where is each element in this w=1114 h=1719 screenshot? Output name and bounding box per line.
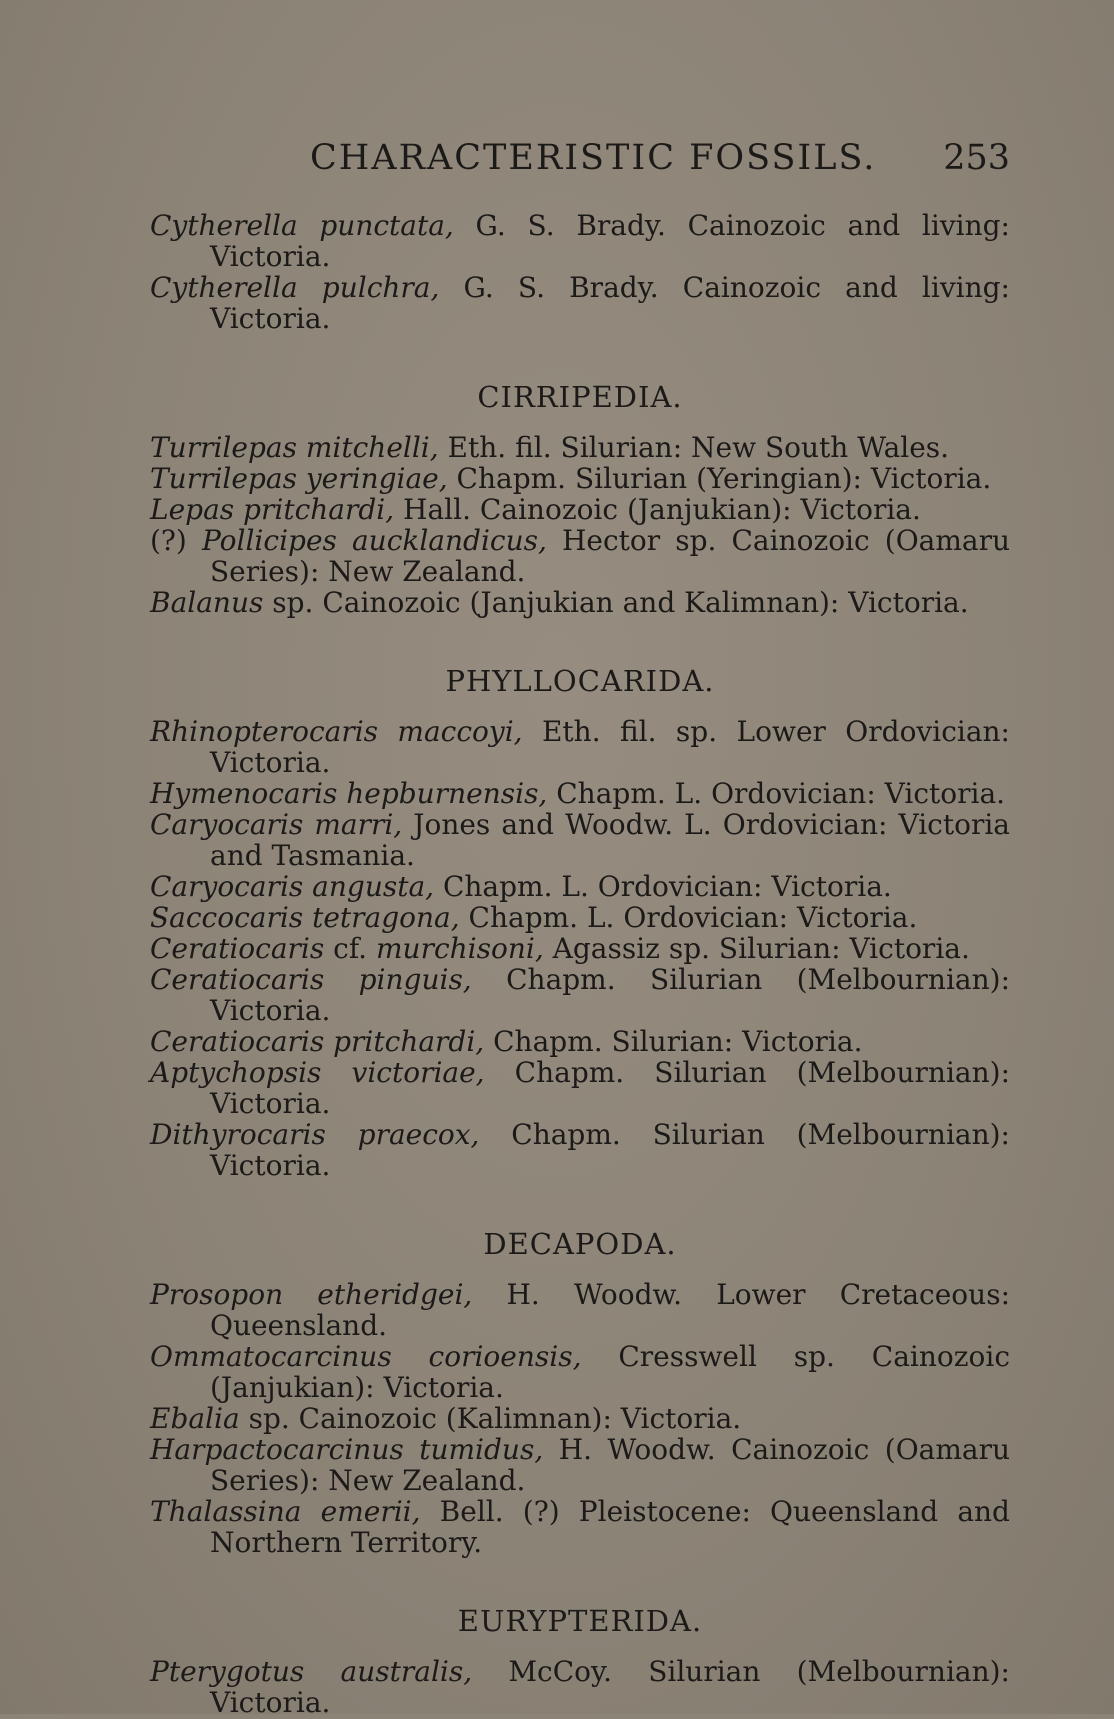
entry-details: Hall. Cainozoic (Janjukian): Victoria. xyxy=(394,493,921,526)
fossil-entry xyxy=(150,463,1010,494)
fossil-entry xyxy=(150,1341,1010,1403)
fossil-entry xyxy=(150,1057,1010,1119)
entry-details: Chapm. Silurian: Victoria. xyxy=(484,1025,863,1058)
species-name: Prosopon etheridgei, xyxy=(150,1278,473,1311)
fossil-entry xyxy=(150,272,1010,334)
section-heading: DECAPODA. xyxy=(483,1227,677,1261)
page-header xyxy=(150,138,1010,188)
species-name: Thalassina emerii, xyxy=(150,1495,421,1528)
species-name: Cytherella punctata, xyxy=(150,209,454,242)
entry-details: Jones and Woodw. L. Ordovician: Victoria and Tasmania. xyxy=(210,808,1010,872)
entry-details: Chapm. L. Ordovician: Victoria. xyxy=(547,777,1006,810)
section-heading: CIRRIPEDIA. xyxy=(477,380,683,414)
fossil-entry xyxy=(150,432,1010,463)
fossil-entry xyxy=(150,902,1010,933)
species-name: Caryocaris angusta, xyxy=(150,870,435,903)
fossil-entry xyxy=(150,525,1010,587)
species-name: Turrilepas yeringiae, xyxy=(150,462,448,495)
entry-prefix: (?) xyxy=(150,524,202,557)
entry-details: Chapm. Silurian (Melbournian): Victoria. xyxy=(210,1118,1010,1182)
species-name: Ceratiocaris xyxy=(150,932,325,965)
entry-details: cf. xyxy=(324,932,376,965)
species-name: Hymenocaris hepburnensis, xyxy=(150,777,548,810)
entry-details: Eth. fil. Silurian: New South Wales. xyxy=(438,431,950,464)
species-name: Dithyrocaris praecox, xyxy=(150,1118,480,1151)
fossil-entry xyxy=(150,1279,1010,1341)
entry-details: sp. Cainozoic (Kalimnan): Victoria. xyxy=(239,1402,742,1435)
species-name: Balanus xyxy=(150,586,264,619)
fossil-entry xyxy=(150,1496,1010,1558)
fossil-entry xyxy=(150,587,1010,618)
fossil-entry xyxy=(150,716,1010,778)
fossil-entry xyxy=(150,1434,1010,1496)
entry-details: Bell. (?) Pleistocene: Queensland and Northern Territory. xyxy=(210,1495,1010,1559)
entry-details: Cresswell sp. Cainozoic (Janjukian): Victoria. xyxy=(210,1340,1010,1404)
species-name: Saccocaris tetragona, xyxy=(150,901,460,934)
fossil-entry xyxy=(150,1119,1010,1181)
species-name: Ommatocarcinus corioensis, xyxy=(150,1340,582,1373)
entry-details: Hector sp. Cainozoic (Oamaru Series): New Zealand. xyxy=(210,524,1011,588)
fossil-entry xyxy=(150,778,1010,809)
section-heading: EURYPTERIDA. xyxy=(457,1604,703,1638)
species-name: Pterygotus australis, xyxy=(150,1655,473,1688)
entry-details: Chapm. L. Ordovician: Victoria. xyxy=(459,901,918,934)
running-title: CHARACTERISTIC FOSSILS. xyxy=(310,138,877,178)
species-name: Turrilepas mitchelli, xyxy=(150,431,439,464)
species-name: Lepas pritchardi, xyxy=(150,493,395,526)
species-name: Ceratiocaris pritchardi, xyxy=(150,1025,485,1058)
fossil-entry xyxy=(150,871,1010,902)
species-name: Pollicipes aucklandicus, xyxy=(201,524,547,557)
entry-details: sp. Cainozoic (Janjukian and Kalimnan): Victoria. xyxy=(263,586,969,619)
fossil-entry xyxy=(150,1656,1010,1718)
species-name: Cytherella pulchra, xyxy=(150,271,440,304)
entry-details: G. S. Brady. Cainozoic and living: Victoria. xyxy=(210,271,1010,335)
entry-details: G. S. Brady. Cainozoic and living: Victoria. xyxy=(210,209,1010,273)
entry-details: H. Woodw. Cainozoic (Oamaru Series): New Zealand. xyxy=(210,1433,1011,1497)
species-name: murchisoni, xyxy=(375,932,544,965)
species-name: Ceratiocaris pinguis, xyxy=(150,963,472,996)
entry-details: Chapm. Silurian (Yeringian): Victoria. xyxy=(447,462,992,495)
entry-details: Agassiz sp. Silurian: Victoria. xyxy=(543,932,970,965)
fossil-entry xyxy=(150,1026,1010,1057)
fossil-entry xyxy=(150,964,1010,1026)
fossil-entry xyxy=(150,1403,1010,1434)
fossil-entry xyxy=(150,494,1010,525)
entry-details: Eth. fil. sp. Lower Ordovician: Victoria. xyxy=(210,715,1010,779)
fossil-entry xyxy=(150,210,1010,272)
entry-details: H. Woodw. Lower Cretaceous: Queensland. xyxy=(210,1278,1011,1342)
entry-details: McCoy. Silurian (Melbournian): Victoria. xyxy=(210,1655,1010,1719)
species-name: Rhinopterocaris maccoyi, xyxy=(150,715,523,748)
species-name: Caryocaris marri, xyxy=(150,808,403,841)
fossil-list xyxy=(150,210,1010,1718)
fossil-entry xyxy=(150,933,1010,964)
fossil-entry xyxy=(150,809,1010,871)
species-name: Ebalia xyxy=(150,1402,240,1435)
entry-details: Chapm. Silurian (Melbournian): Victoria. xyxy=(210,963,1011,1027)
species-name: Aptychopsis victoriae, xyxy=(150,1056,485,1089)
entry-details: Chapm. Silurian (Melbournian): Victoria. xyxy=(210,1056,1010,1120)
species-name: Harpactocarcinus tumidus, xyxy=(150,1433,544,1466)
section-heading: PHYLLOCARIDA. xyxy=(445,664,715,698)
page-number: 253 xyxy=(943,138,1010,178)
entry-details: Chapm. L. Ordovician: Victoria. xyxy=(434,870,892,903)
